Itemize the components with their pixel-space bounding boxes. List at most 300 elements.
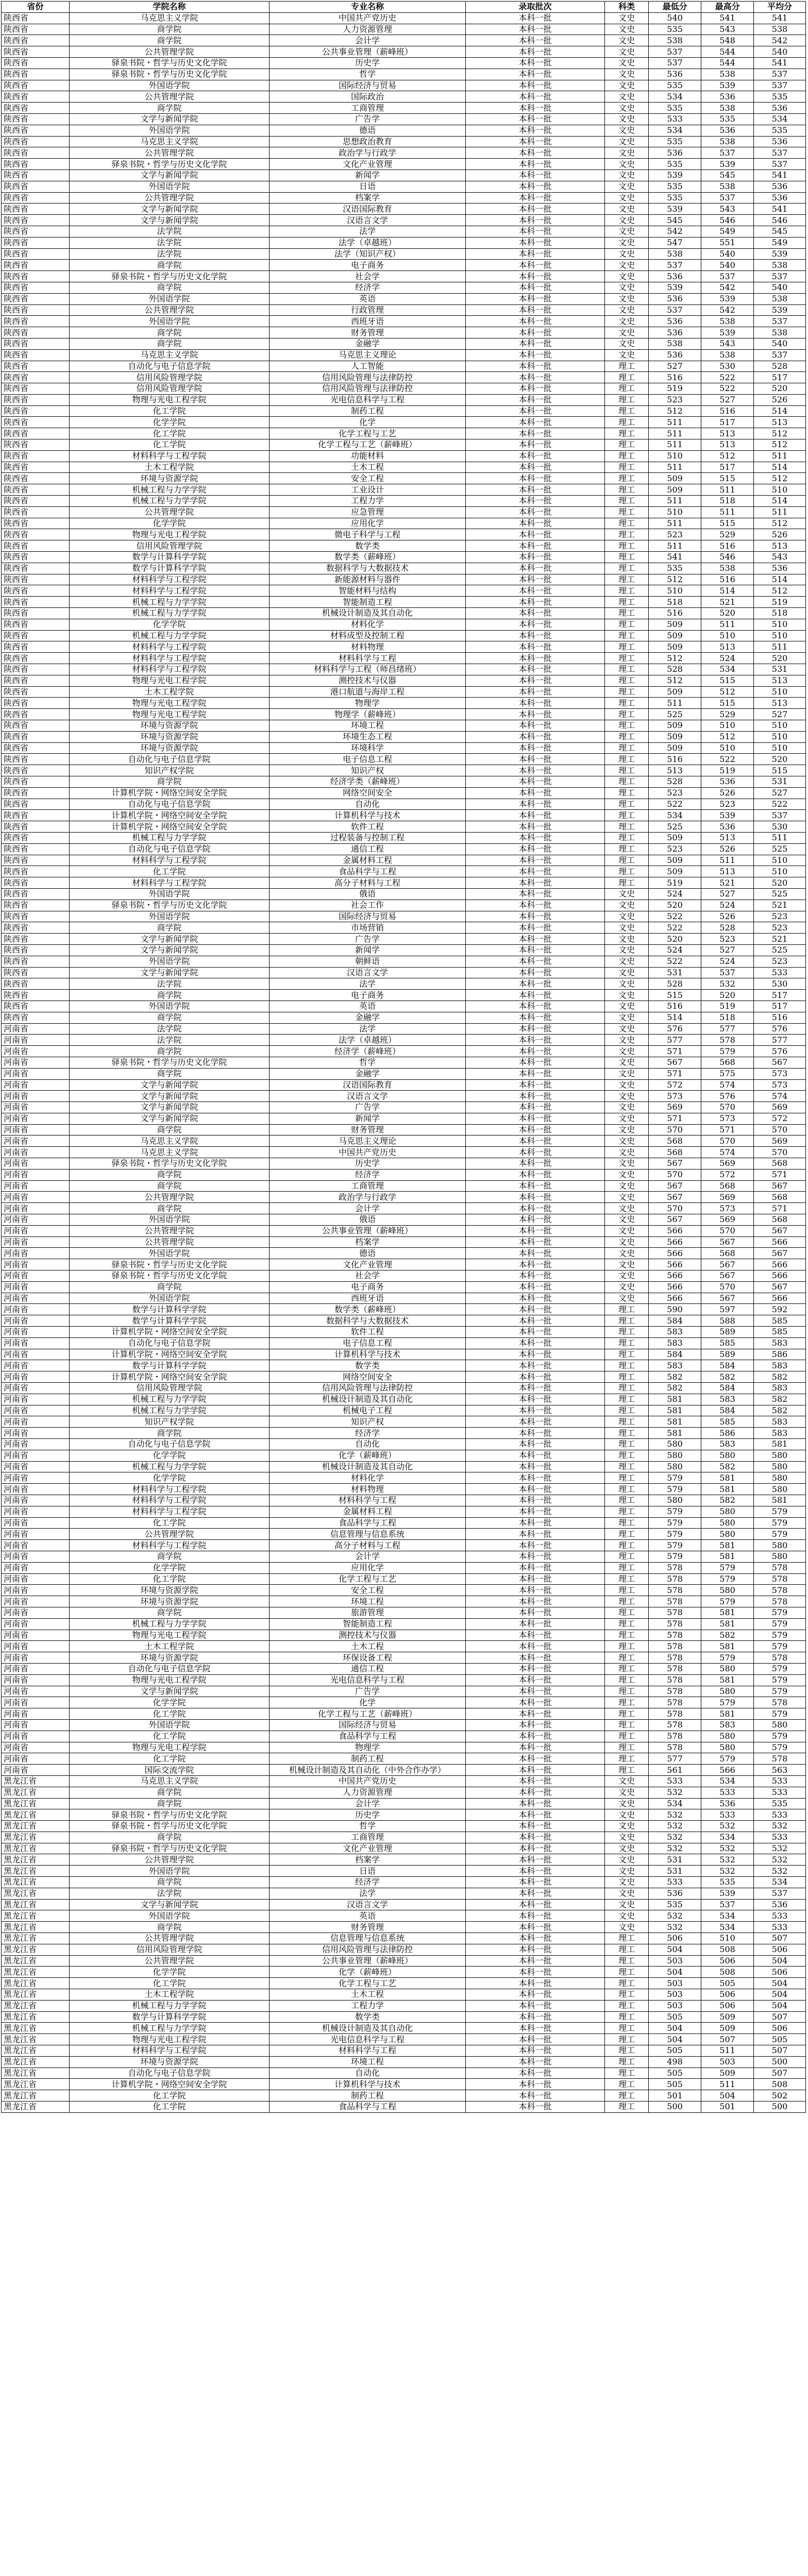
batch-cell: 本科一批 [465,641,604,653]
min-score-cell: 535 [649,1899,701,1910]
category-cell: 理工 [605,675,649,686]
avg-score-cell: 566 [754,1259,806,1270]
province-cell: 陕西省 [2,215,70,226]
major-cell: 物理学 [270,698,466,709]
batch-cell: 本科一批 [465,80,604,91]
min-score-cell: 580 [649,1439,701,1450]
college-cell: 物理与光电工程学院 [69,709,270,720]
province-cell: 黑龙江省 [2,1955,70,1967]
avg-score-cell: 569 [754,1102,806,1113]
major-cell: 哲学 [270,1821,466,1832]
category-cell: 理工 [605,1708,649,1720]
category-cell: 理工 [605,1405,649,1416]
batch-cell: 本科一批 [465,1023,604,1035]
avg-score-cell: 514 [754,496,806,507]
min-score-cell: 535 [649,181,701,192]
province-cell: 河南省 [2,1765,70,1776]
max-score-cell: 526 [701,787,754,799]
avg-score-cell: 536 [754,192,806,204]
max-score-cell: 579 [701,1697,754,1708]
college-cell: 化学学院 [69,417,270,428]
batch-cell: 本科一批 [465,125,604,136]
table-row [2,2000,806,2011]
category-cell: 文史 [605,1158,649,1170]
category-cell: 文史 [605,1147,649,1158]
avg-score-cell: 516 [754,1012,806,1023]
table-row [2,1461,806,1472]
province-cell: 陕西省 [2,799,70,810]
table-row [2,282,806,293]
table-row [2,1607,806,1618]
college-cell: 自动化与电子信息学院 [69,1439,270,1450]
avg-score-cell: 537 [754,349,806,361]
batch-cell: 本科一批 [465,1304,604,1315]
avg-score-cell: 578 [754,1697,806,1708]
category-cell: 理工 [605,641,649,653]
max-score-cell: 509 [701,2011,754,2023]
avg-score-cell: 583 [754,1360,806,1371]
province-cell: 河南省 [2,1484,70,1495]
min-score-cell: 579 [649,1551,701,1562]
college-cell: 驿泉书院・哲学与历史文化学院 [69,159,270,170]
college-cell: 环境与资源学院 [69,731,270,742]
avg-score-cell: 513 [754,540,806,552]
min-score-cell: 579 [649,1506,701,1517]
batch-cell: 本科一批 [465,1551,604,1562]
avg-score-cell: 512 [754,518,806,529]
category-cell: 文史 [605,103,649,114]
batch-cell: 本科一批 [465,1686,604,1697]
min-score-cell: 536 [649,293,701,304]
province-cell: 陕西省 [2,765,70,776]
category-cell: 理工 [605,1719,649,1731]
avg-score-cell: 540 [754,338,806,349]
max-score-cell: 580 [701,1450,754,1461]
province-cell: 河南省 [2,1731,70,1742]
batch-cell: 本科一批 [465,585,604,597]
avg-score-cell: 538 [754,24,806,35]
college-cell: 文学与新闻学院 [69,967,270,978]
batch-cell: 本科一批 [465,653,604,664]
batch-cell: 本科一批 [465,2011,604,2023]
province-cell: 陕西省 [2,383,70,395]
batch-cell: 本科一批 [465,405,604,417]
major-cell: 广告学 [270,934,466,945]
college-cell: 信用风险管理学院 [69,540,270,552]
table-row [2,417,806,428]
batch-cell: 本科一批 [465,563,604,574]
category-cell: 文史 [605,922,649,934]
max-score-cell: 539 [701,1888,754,1899]
table-row [2,293,806,304]
batch-cell: 本科一批 [465,1495,604,1506]
batch-cell: 本科一批 [465,664,604,675]
batch-cell: 本科一批 [465,1035,604,1046]
batch-cell: 本科一批 [465,316,604,327]
avg-score-cell: 581 [754,1439,806,1450]
category-cell: 理工 [605,1529,649,1540]
college-cell: 公共管理学院 [69,1529,270,1540]
min-score-cell: 504 [649,2023,701,2034]
province-cell: 河南省 [2,1428,70,1439]
batch-cell: 本科一批 [465,619,604,630]
batch-cell: 本科一批 [465,1461,604,1472]
major-cell: 应用化学 [270,1562,466,1573]
table-row [2,484,806,496]
category-cell: 文史 [605,1775,649,1787]
min-score-cell: 535 [649,103,701,114]
college-cell: 化工学院 [69,866,270,877]
major-cell: 环境工程 [270,720,466,732]
category-cell: 文史 [605,293,649,304]
province-cell: 黑龙江省 [2,2090,70,2102]
min-score-cell: 584 [649,1315,701,1327]
major-cell: 经济学 [270,1428,466,1439]
category-cell: 文史 [605,80,649,91]
table-row [2,181,806,192]
province-cell: 陕西省 [2,338,70,349]
min-score-cell: 535 [649,192,701,204]
category-cell: 理工 [605,1327,649,1338]
category-cell: 理工 [605,776,649,787]
header-college: 学院名称 [69,2,270,13]
avg-score-cell: 536 [754,1899,806,1910]
category-cell: 理工 [605,1450,649,1461]
college-cell: 外国语学院 [69,1248,270,1259]
table-row [2,1585,806,1596]
avg-score-cell: 513 [754,698,806,709]
category-cell: 文史 [605,1169,649,1180]
max-score-cell: 581 [701,1540,754,1551]
province-cell: 河南省 [2,1192,70,1203]
category-cell: 理工 [605,1663,649,1674]
category-cell: 文史 [605,204,649,215]
province-cell: 陕西省 [2,484,70,496]
college-cell: 计算机学院・网络空间安全学院 [69,810,270,821]
min-score-cell: 528 [649,978,701,990]
province-cell: 陕西省 [2,653,70,664]
batch-cell: 本科一批 [465,1674,604,1686]
batch-cell: 本科一批 [465,147,604,159]
major-cell: 化学 [270,417,466,428]
college-cell: 文学与新闻学院 [69,204,270,215]
category-cell: 理工 [605,754,649,765]
major-cell: 数据科学与大数据技术 [270,563,466,574]
min-score-cell: 520 [649,934,701,945]
max-score-cell: 533 [701,1809,754,1821]
category-cell: 理工 [605,619,649,630]
min-score-cell: 519 [649,877,701,889]
table-row [2,776,806,787]
min-score-cell: 581 [649,1428,701,1439]
province-cell: 河南省 [2,1472,70,1484]
major-cell: 计算机科学与技术 [270,810,466,821]
province-cell: 河南省 [2,1686,70,1697]
province-cell: 河南省 [2,1540,70,1551]
category-cell: 文史 [605,181,649,192]
category-cell: 理工 [605,731,649,742]
avg-score-cell: 536 [754,136,806,147]
category-cell: 理工 [605,1955,649,1967]
batch-cell: 本科一批 [465,1562,604,1573]
max-score-cell: 572 [701,1169,754,1180]
province-cell: 河南省 [2,1293,70,1304]
batch-cell: 本科一批 [465,2079,604,2090]
major-cell: 软件工程 [270,821,466,833]
avg-score-cell: 518 [754,608,806,619]
min-score-cell: 578 [649,1652,701,1664]
avg-score-cell: 537 [754,147,806,159]
table-row [2,103,806,114]
min-score-cell: 579 [649,1484,701,1495]
avg-score-cell: 533 [754,1922,806,1933]
college-cell: 商学院 [69,24,270,35]
province-cell: 河南省 [2,1360,70,1371]
table-row [2,518,806,529]
province-cell: 河南省 [2,1035,70,1046]
major-cell: 安全工程 [270,1585,466,1596]
avg-score-cell: 504 [754,1978,806,1989]
category-cell: 文史 [605,69,649,80]
province-cell: 黑龙江省 [2,1933,70,1944]
max-score-cell: 580 [701,1686,754,1697]
table-row [2,2011,806,2023]
min-score-cell: 509 [649,866,701,877]
avg-score-cell: 536 [754,181,806,192]
table-row [2,1967,806,1978]
batch-cell: 本科一批 [465,1607,604,1618]
college-cell: 公共管理学院 [69,1933,270,1944]
province-cell: 陕西省 [2,855,70,866]
category-cell: 理工 [605,1630,649,1641]
college-cell: 化学学院 [69,1562,270,1573]
category-cell: 理工 [605,877,649,889]
province-cell: 河南省 [2,1641,70,1652]
table-row [2,1180,806,1192]
table-row [2,1877,806,1888]
college-cell: 文学与新闻学院 [69,215,270,226]
max-score-cell: 589 [701,1349,754,1360]
college-cell: 物理与光电工程学院 [69,698,270,709]
college-cell: 外国语学院 [69,911,270,922]
avg-score-cell: 527 [754,709,806,720]
max-score-cell: 534 [701,664,754,675]
batch-cell: 本科一批 [465,1933,604,1944]
min-score-cell: 567 [649,1192,701,1203]
max-score-cell: 539 [701,293,754,304]
table-row [2,888,806,900]
batch-cell: 本科一批 [465,675,604,686]
college-cell: 商学院 [69,1798,270,1809]
college-cell: 化工学院 [69,1517,270,1529]
avg-score-cell: 541 [754,57,806,69]
major-cell: 会计学 [270,1798,466,1809]
max-score-cell: 574 [701,1147,754,1158]
avg-score-cell: 523 [754,956,806,967]
major-cell: 文化产业管理 [270,1843,466,1854]
major-cell: 信息管理与信息系统 [270,1933,466,1944]
batch-cell: 本科一批 [465,1046,604,1057]
college-cell: 外国语学院 [69,1719,270,1731]
avg-score-cell: 537 [754,271,806,282]
avg-score-cell: 502 [754,2090,806,2102]
province-cell: 河南省 [2,1169,70,1180]
college-cell: 文学与新闻学院 [69,113,270,125]
table-row [2,585,806,597]
table-row [2,1910,806,1922]
max-score-cell: 580 [701,1506,754,1517]
avg-score-cell: 543 [754,552,806,563]
college-cell: 物理与光电工程学院 [69,2034,270,2045]
province-cell: 河南省 [2,1225,70,1236]
batch-cell: 本科一批 [465,1270,604,1282]
max-score-cell: 548 [701,35,754,46]
max-score-cell: 532 [701,1843,754,1854]
max-score-cell: 581 [701,1641,754,1652]
batch-cell: 本科一批 [465,113,604,125]
batch-cell: 本科一批 [465,1978,604,1989]
college-cell: 物理与光电工程学院 [69,1630,270,1641]
college-cell: 商学院 [69,776,270,787]
min-score-cell: 523 [649,843,701,855]
table-row [2,1203,806,1214]
avg-score-cell: 510 [754,484,806,496]
max-score-cell: 511 [701,619,754,630]
max-score-cell: 529 [701,709,754,720]
avg-score-cell: 510 [754,686,806,698]
min-score-cell: 512 [649,405,701,417]
category-cell: 理工 [605,709,649,720]
province-cell: 河南省 [2,1304,70,1315]
major-cell: 广告学 [270,113,466,125]
province-cell: 河南省 [2,1506,70,1517]
max-score-cell: 579 [701,1562,754,1573]
table-row [2,1023,806,1035]
province-cell: 陕西省 [2,967,70,978]
major-cell: 数学类（薪峰班） [270,552,466,563]
table-row [2,1495,806,1506]
max-score-cell: 506 [701,1989,754,2001]
avg-score-cell: 511 [754,506,806,518]
category-cell: 文史 [605,1832,649,1843]
major-cell: 财务管理 [270,1124,466,1136]
province-cell: 河南省 [2,1630,70,1641]
province-cell: 陕西省 [2,540,70,552]
batch-cell: 本科一批 [465,1102,604,1113]
province-cell: 陕西省 [2,428,70,439]
batch-cell: 本科一批 [465,462,604,473]
category-cell: 理工 [605,1978,649,1989]
min-score-cell: 528 [649,776,701,787]
province-cell: 陕西省 [2,518,70,529]
province-cell: 黑龙江省 [2,1787,70,1798]
college-cell: 商学院 [69,1922,270,1933]
batch-cell: 本科一批 [465,2023,604,2034]
category-cell: 理工 [605,843,649,855]
table-row [2,1035,806,1046]
max-score-cell: 581 [701,1472,754,1484]
major-cell: 人力资源管理 [270,24,466,35]
major-cell: 社会学 [270,271,466,282]
table-row [2,1225,806,1236]
province-cell: 陕西省 [2,1001,70,1012]
category-cell: 文史 [605,1102,649,1113]
table-row [2,1832,806,1843]
batch-cell: 本科一批 [465,260,604,271]
category-cell: 理工 [605,2079,649,2090]
province-cell: 黑龙江省 [2,1832,70,1843]
category-cell: 理工 [605,1540,649,1551]
min-score-cell: 590 [649,1304,701,1315]
province-cell: 陕西省 [2,990,70,1001]
avg-score-cell: 538 [754,293,806,304]
min-score-cell: 522 [649,911,701,922]
province-cell: 河南省 [2,1281,70,1293]
college-cell: 机械工程与力学学院 [69,2000,270,2011]
max-score-cell: 544 [701,57,754,69]
major-cell: 国际政治 [270,91,466,103]
batch-cell: 本科一批 [465,1091,604,1102]
category-cell: 理工 [605,574,649,585]
max-score-cell: 507 [701,2034,754,2045]
max-score-cell: 506 [701,2000,754,2011]
table-row [2,540,806,552]
table-row [2,2045,806,2057]
avg-score-cell: 580 [754,1484,806,1495]
college-cell: 公共管理学院 [69,147,270,159]
category-cell: 文史 [605,260,649,271]
category-cell: 文史 [605,215,649,226]
max-score-cell: 543 [701,24,754,35]
province-cell: 河南省 [2,1236,70,1248]
batch-cell: 本科一批 [465,1540,604,1551]
province-cell: 黑龙江省 [2,1877,70,1888]
major-cell: 新能源材料与器件 [270,574,466,585]
avg-score-cell: 579 [754,1742,806,1753]
province-cell: 河南省 [2,1349,70,1360]
college-cell: 法学院 [69,1035,270,1046]
category-cell: 文史 [605,1012,649,1023]
major-cell: 政治学与行政学 [270,1192,466,1203]
min-score-cell: 582 [649,1371,701,1383]
batch-cell: 本科一批 [465,1225,604,1236]
batch-cell: 本科一批 [465,1630,604,1641]
avg-score-cell: 519 [754,597,806,608]
avg-score-cell: 510 [754,742,806,754]
max-score-cell: 542 [701,282,754,293]
table-row [2,1236,806,1248]
table-row [2,630,806,641]
category-cell: 理工 [605,1585,649,1596]
major-cell: 环境工程 [270,2056,466,2067]
college-cell: 化学学院 [69,518,270,529]
max-score-cell: 511 [701,484,754,496]
avg-score-cell: 566 [754,1236,806,1248]
major-cell: 机械设计制造及其自动化 [270,1461,466,1472]
max-score-cell: 505 [701,1978,754,1989]
province-cell: 河南省 [2,1068,70,1079]
table-row [2,799,806,810]
table-row [2,1652,806,1664]
table-row [2,1933,806,1944]
avg-score-cell: 532 [754,1821,806,1832]
college-cell: 自动化与电子信息学院 [69,799,270,810]
min-score-cell: 570 [649,1124,701,1136]
province-cell: 陕西省 [2,237,70,248]
table-row [2,843,806,855]
avg-score-cell: 520 [754,754,806,765]
batch-cell: 本科一批 [465,731,604,742]
